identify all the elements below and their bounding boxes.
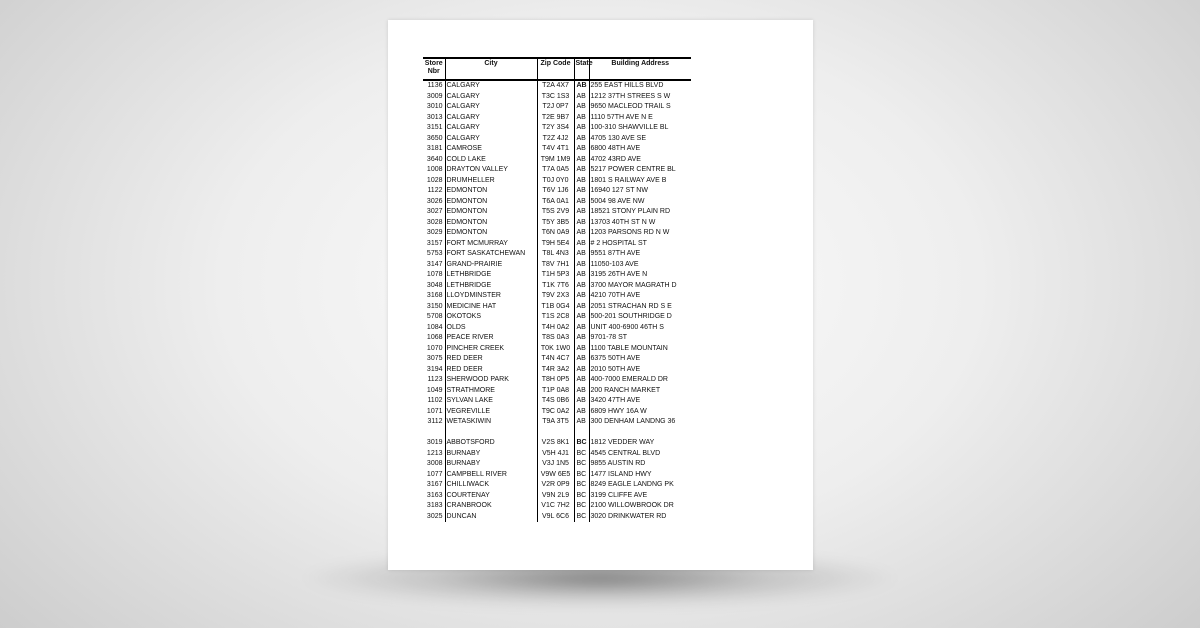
- cell-state: AB: [574, 417, 589, 428]
- cell-zip-code: T7A 0A5: [537, 165, 574, 176]
- cell-store-nbr: 3157: [426, 239, 443, 247]
- table-row: [423, 407, 691, 418]
- cell-building-address: 6809 HWY 16A W: [589, 407, 691, 418]
- cell-building-address: 6800 48TH AVE: [589, 144, 691, 155]
- cell-city: CALGARY: [445, 123, 537, 134]
- cell-state: AB: [574, 386, 589, 397]
- cell-city: ABBOTSFORD: [445, 438, 537, 449]
- cell-state: AB: [574, 176, 589, 187]
- cell-store-nbr: 1008: [426, 166, 443, 173]
- table-row: [423, 512, 691, 523]
- cell-zip-code: T2A 4X7: [537, 80, 574, 92]
- cell-city: DRUMHELLER: [445, 176, 537, 187]
- cell-building-address: 3700 MAYOR MAGRATH D: [589, 281, 691, 292]
- cell-zip-code: T4V 4T1: [537, 144, 574, 155]
- cell-building-address: 5004 98 AVE NW: [589, 197, 691, 208]
- cell-store-nbr: 1077: [426, 470, 443, 478]
- cell-state: AB: [574, 218, 589, 229]
- cell-state: BC: [574, 501, 589, 512]
- table-row: [423, 228, 691, 239]
- table-row: [423, 470, 691, 481]
- table-row: [423, 239, 691, 250]
- cell-zip-code: T8S 0A3: [537, 333, 574, 344]
- cell-city: LETHBRIDGE: [445, 270, 537, 281]
- header-building-address: Building Address: [589, 58, 691, 80]
- cell-state: AB: [574, 165, 589, 176]
- cell-state: AB: [574, 302, 589, 313]
- cell-store-nbr: 1102: [427, 397, 443, 404]
- cell-city: SHERWOOD PARK: [445, 375, 537, 386]
- table-row: [423, 417, 691, 428]
- table-row: [423, 281, 691, 292]
- cell-zip-code: T0J 0Y0: [537, 176, 574, 187]
- cell-building-address: 9701-78 ST: [589, 333, 691, 344]
- cell-building-address: 255 EAST HILLS BLVD: [589, 80, 691, 92]
- cell-city: SYLVAN LAKE: [445, 396, 537, 407]
- table-row: [423, 396, 691, 407]
- cell-store-nbr: 3013: [426, 113, 443, 121]
- cell-zip-code: T9C 0A2: [537, 407, 574, 418]
- cell-store-nbr: 3009: [426, 92, 443, 100]
- cell-building-address: 2051 STRACHAN RD S E: [589, 302, 691, 313]
- cell-zip-code: T0K 1W0: [537, 344, 574, 355]
- table-row: [423, 218, 691, 229]
- cell-store-nbr: 3168: [426, 292, 443, 299]
- table-row: [423, 323, 691, 334]
- header-store-nbr: Store Nbr: [423, 58, 445, 80]
- cell-zip-code: V3J 1N5: [537, 459, 574, 470]
- cell-city: DUNCAN: [445, 512, 537, 523]
- cell-state: AB: [574, 239, 589, 250]
- cell-building-address: 100-310 SHAWVILLE BL: [589, 123, 691, 134]
- cell-state: AB: [574, 312, 589, 323]
- cell-city: LLOYDMINSTER: [445, 291, 537, 302]
- table-row: [423, 80, 691, 92]
- cell-state: BC: [574, 470, 589, 481]
- cell-building-address: 2010 50TH AVE: [589, 365, 691, 376]
- cell-city: EDMONTON: [445, 218, 537, 229]
- cell-city: FORT SASKATCHEWAN: [445, 249, 537, 260]
- cell-zip-code: T4R 3A2: [537, 365, 574, 376]
- cell-state: BC: [574, 512, 589, 523]
- cell-store-nbr: 3181: [426, 145, 443, 152]
- cell-state: BC: [574, 459, 589, 470]
- cell-state: AB: [574, 375, 589, 386]
- cell-building-address: 1477 ISLAND HWY: [589, 470, 691, 481]
- table-row: [423, 165, 691, 176]
- cell-store-nbr: 3019: [426, 439, 443, 446]
- cell-city: OKOTOKS: [445, 312, 537, 323]
- table-row: [423, 113, 691, 124]
- cell-store-nbr: 3075: [426, 355, 443, 362]
- cell-city: OLDS: [445, 323, 537, 334]
- cell-zip-code: V2R 0P9: [537, 480, 574, 491]
- cell-store-nbr: 1136: [427, 82, 443, 89]
- cell-building-address: 4702 43RD AVE: [589, 155, 691, 166]
- table-row: [423, 207, 691, 218]
- cell-building-address: 1812 VEDDER WAY: [589, 438, 691, 449]
- table-row: [423, 344, 691, 355]
- cell-city: EDMONTON: [445, 197, 537, 208]
- cell-state: AB: [574, 365, 589, 376]
- cell-zip-code: T1K 7T6: [537, 281, 574, 292]
- table-row: [423, 449, 691, 460]
- cell-state: AB: [574, 102, 589, 113]
- cell-city: EDMONTON: [445, 186, 537, 197]
- cell-building-address: 13703 40TH ST N W: [589, 218, 691, 229]
- cell-city: FORT MCMURRAY: [445, 239, 537, 250]
- cell-zip-code: T1S 2C8: [537, 312, 574, 323]
- cell-building-address: 400-7000 EMERALD DR: [589, 375, 691, 386]
- cell-zip-code: T6A 0A1: [537, 197, 574, 208]
- cell-zip-code: T6V 1J6: [537, 186, 574, 197]
- cell-zip-code: T9A 3T5: [537, 417, 574, 428]
- cell-store-nbr: 3650: [426, 134, 443, 142]
- header-zip-code: Zip Code: [537, 58, 574, 80]
- cell-store-nbr: 3025: [426, 512, 443, 520]
- cell-state: AB: [574, 291, 589, 302]
- cell-zip-code: V5H 4J1: [537, 449, 574, 460]
- cell-store-nbr: 3163: [426, 491, 443, 499]
- cell-building-address: 2100 WILLOWBROOK DR: [589, 501, 691, 512]
- cell-zip-code: T3C 1S3: [537, 92, 574, 103]
- cell-city: RED DEER: [445, 354, 537, 365]
- cell-city: PINCHER CREEK: [445, 344, 537, 355]
- table-row: [423, 144, 691, 155]
- table-row: [423, 438, 691, 449]
- cell-building-address: 1203 PARSONS RD N W: [589, 228, 691, 239]
- cell-zip-code: T8V 7H1: [537, 260, 574, 271]
- cell-building-address: 11050-103 AVE: [589, 260, 691, 271]
- cell-building-address: 4705 130 AVE SE: [589, 134, 691, 145]
- cell-state: AB: [574, 344, 589, 355]
- cell-city: RED DEER: [445, 365, 537, 376]
- cell-state: AB: [574, 80, 589, 92]
- table-row: [423, 134, 691, 145]
- cell-store-nbr: 1084: [426, 323, 443, 331]
- cell-zip-code: V9W 6E5: [537, 470, 574, 481]
- cell-state: AB: [574, 207, 589, 218]
- cell-city: MEDICINE HAT: [445, 302, 537, 313]
- cell-building-address: 6375 50TH AVE: [589, 354, 691, 365]
- cell-building-address: 8249 EAGLE LANDNG PK: [589, 480, 691, 491]
- cell-zip-code: T1H 5P3: [537, 270, 574, 281]
- cell-zip-code: T8L 4N3: [537, 249, 574, 260]
- cell-state: AB: [574, 407, 589, 418]
- table-row: [423, 186, 691, 197]
- cell-state: AB: [574, 281, 589, 292]
- table-row: [423, 375, 691, 386]
- table-row: [423, 291, 691, 302]
- table-header: [423, 58, 691, 80]
- cell-building-address: 3020 DRINKWATER RD: [589, 512, 691, 523]
- cell-building-address: 1100 TABLE MOUNTAIN: [589, 344, 691, 355]
- cell-building-address: 16940 127 ST NW: [589, 186, 691, 197]
- group-spacer-row: [423, 428, 691, 439]
- cell-state: BC: [574, 491, 589, 502]
- cell-store-nbr: 3151: [426, 124, 443, 131]
- cell-state: AB: [574, 92, 589, 103]
- cell-zip-code: T1P 0A8: [537, 386, 574, 397]
- cell-zip-code: T4H 0A2: [537, 323, 574, 334]
- cell-state: AB: [574, 155, 589, 166]
- cell-store-nbr: 1070: [426, 344, 443, 352]
- cell-city: BURNABY: [445, 449, 537, 460]
- cell-city: EDMONTON: [445, 228, 537, 239]
- cell-city: CALGARY: [445, 80, 537, 92]
- spacer-cell: [537, 428, 574, 439]
- table-row: [423, 354, 691, 365]
- cell-store-nbr: 3029: [426, 229, 443, 236]
- cell-city: GRAND-PRAIRIE: [445, 260, 537, 271]
- cell-zip-code: T5S 2V9: [537, 207, 574, 218]
- cell-state: BC: [574, 480, 589, 491]
- cell-state: AB: [574, 260, 589, 271]
- cell-city: CALGARY: [445, 113, 537, 124]
- cell-store-nbr: 5708: [426, 313, 443, 320]
- table-row: [423, 155, 691, 166]
- cell-building-address: UNIT 400-6900 46TH S: [589, 323, 691, 334]
- cell-zip-code: T2Z 4J2: [537, 134, 574, 145]
- cell-building-address: 9650 MACLEOD TRAIL S: [589, 102, 691, 113]
- cell-state: BC: [574, 438, 589, 449]
- cell-state: BC: [574, 449, 589, 460]
- cell-building-address: 1110 57TH AVE N E: [589, 113, 691, 124]
- cell-city: BURNABY: [445, 459, 537, 470]
- cell-zip-code: T1B 0G4: [537, 302, 574, 313]
- table-row: [423, 249, 691, 260]
- cell-state: AB: [574, 228, 589, 239]
- document-page: [388, 20, 813, 570]
- cell-city: CALGARY: [445, 92, 537, 103]
- table-row: [423, 92, 691, 103]
- cell-building-address: 3199 CLIFFE AVE: [589, 491, 691, 502]
- table-row: [423, 270, 691, 281]
- cell-city: COURTENAY: [445, 491, 537, 502]
- cell-store-nbr: 3028: [426, 218, 443, 226]
- table-row: [423, 197, 691, 208]
- cell-store-nbr: 1122: [427, 187, 443, 194]
- cell-building-address: 18521 STONY PLAIN RD: [589, 207, 691, 218]
- cell-store-nbr: 3183: [426, 502, 443, 509]
- cell-building-address: 9551 87TH AVE: [589, 249, 691, 260]
- cell-zip-code: V2S 8K1: [537, 438, 574, 449]
- cell-city: STRATHMORE: [445, 386, 537, 397]
- cell-state: AB: [574, 144, 589, 155]
- cell-zip-code: T2Y 3S4: [537, 123, 574, 134]
- cell-state: AB: [574, 186, 589, 197]
- cell-building-address: 5217 POWER CENTRE BL: [589, 165, 691, 176]
- cell-store-nbr: 3640: [426, 155, 443, 163]
- table-row: [423, 123, 691, 134]
- table-row: [423, 491, 691, 502]
- cell-store-nbr: 1049: [426, 386, 443, 394]
- cell-state: AB: [574, 270, 589, 281]
- cell-city: EDMONTON: [445, 207, 537, 218]
- table-row: [423, 312, 691, 323]
- cell-zip-code: V9N 2L9: [537, 491, 574, 502]
- cell-zip-code: T5Y 3B5: [537, 218, 574, 229]
- cell-state: AB: [574, 323, 589, 334]
- spacer-cell: [589, 428, 691, 439]
- cell-building-address: 3420 47TH AVE: [589, 396, 691, 407]
- cell-state: AB: [574, 396, 589, 407]
- table-row: [423, 459, 691, 470]
- cell-building-address: 300 DENHAM LANDNG 36: [589, 417, 691, 428]
- cell-building-address: 4545 CENTRAL BLVD: [589, 449, 691, 460]
- cell-store-nbr: 5753: [426, 250, 443, 257]
- cell-state: AB: [574, 113, 589, 124]
- cell-building-address: 200 RANCH MARKET: [589, 386, 691, 397]
- cell-store-nbr: 3167: [426, 481, 443, 488]
- header-state: State: [574, 58, 589, 80]
- cell-city: WETASKIWIN: [445, 417, 537, 428]
- cell-city: CALGARY: [445, 102, 537, 113]
- cell-building-address: 3195 26TH AVE N: [589, 270, 691, 281]
- spacer-cell: [445, 428, 537, 439]
- cell-zip-code: T9V 2X3: [537, 291, 574, 302]
- table-body: [423, 80, 691, 522]
- cell-zip-code: V1C 7H2: [537, 501, 574, 512]
- cell-city: LETHBRIDGE: [445, 281, 537, 292]
- cell-city: CRANBROOK: [445, 501, 537, 512]
- cell-zip-code: T9H 5E4: [537, 239, 574, 250]
- cell-state: AB: [574, 249, 589, 260]
- cell-store-nbr: 1213: [426, 449, 443, 457]
- table-row: [423, 176, 691, 187]
- cell-state: AB: [574, 197, 589, 208]
- cell-zip-code: T9M 1M9: [537, 155, 574, 166]
- cell-zip-code: T6N 0A9: [537, 228, 574, 239]
- cell-store-nbr: 3026: [426, 197, 443, 205]
- table-row: [423, 333, 691, 344]
- cell-store-nbr: 3150: [426, 302, 443, 310]
- cell-city: VEGREVILLE: [445, 407, 537, 418]
- cell-city: CALGARY: [445, 134, 537, 145]
- cell-city: CAMPBELL RIVER: [445, 470, 537, 481]
- cell-store-nbr: 1028: [426, 176, 443, 184]
- header-row: [423, 58, 691, 80]
- cell-store-nbr: 3027: [426, 208, 443, 215]
- cell-city: COLD LAKE: [445, 155, 537, 166]
- store-list-table: [423, 57, 691, 522]
- cell-state: AB: [574, 354, 589, 365]
- table-row: [423, 365, 691, 376]
- spacer-cell: [574, 428, 589, 439]
- cell-city: DRAYTON VALLEY: [445, 165, 537, 176]
- cell-zip-code: T8H 0P5: [537, 375, 574, 386]
- cell-store-nbr: 3147: [426, 260, 443, 268]
- cell-store-nbr: 1071: [426, 407, 443, 415]
- cell-store-nbr: 3194: [426, 365, 443, 373]
- cell-building-address: 500-201 SOUTHRIDGE D: [589, 312, 691, 323]
- cell-store-nbr: 1078: [426, 271, 443, 278]
- cell-store-nbr: 3048: [426, 281, 443, 289]
- table-row: [423, 302, 691, 313]
- cell-building-address: 9855 AUSTIN RD: [589, 459, 691, 470]
- cell-zip-code: T4S 0B6: [537, 396, 574, 407]
- cell-state: AB: [574, 123, 589, 134]
- cell-store-nbr: 3112: [427, 418, 443, 425]
- cell-building-address: # 2 HOSPITAL ST: [589, 239, 691, 250]
- table-row: [423, 501, 691, 512]
- cell-zip-code: V9L 6C6: [537, 512, 574, 523]
- table-row: [423, 260, 691, 271]
- cell-store-nbr: 3008: [426, 460, 443, 467]
- cell-zip-code: T2E 9B7: [537, 113, 574, 124]
- cell-store-nbr: 1123: [427, 376, 443, 383]
- cell-state: AB: [574, 333, 589, 344]
- cell-zip-code: T2J 0P7: [537, 102, 574, 113]
- cell-state: AB: [574, 134, 589, 145]
- table-row: [423, 386, 691, 397]
- table-row: [423, 102, 691, 113]
- header-city: City: [445, 58, 537, 80]
- cell-building-address: 1801 S RAILWAY AVE B: [589, 176, 691, 187]
- cell-city: PEACE RIVER: [445, 333, 537, 344]
- spacer-cell: [423, 428, 445, 439]
- cell-store-nbr: 1068: [426, 334, 443, 341]
- cell-city: CHILLIWACK: [445, 480, 537, 491]
- cell-zip-code: T4N 4C7: [537, 354, 574, 365]
- cell-building-address: 4210 70TH AVE: [589, 291, 691, 302]
- table-row: [423, 480, 691, 491]
- cell-store-nbr: 3010: [426, 103, 443, 110]
- cell-city: CAMROSE: [445, 144, 537, 155]
- cell-building-address: 1212 37TH STREES S W: [589, 92, 691, 103]
